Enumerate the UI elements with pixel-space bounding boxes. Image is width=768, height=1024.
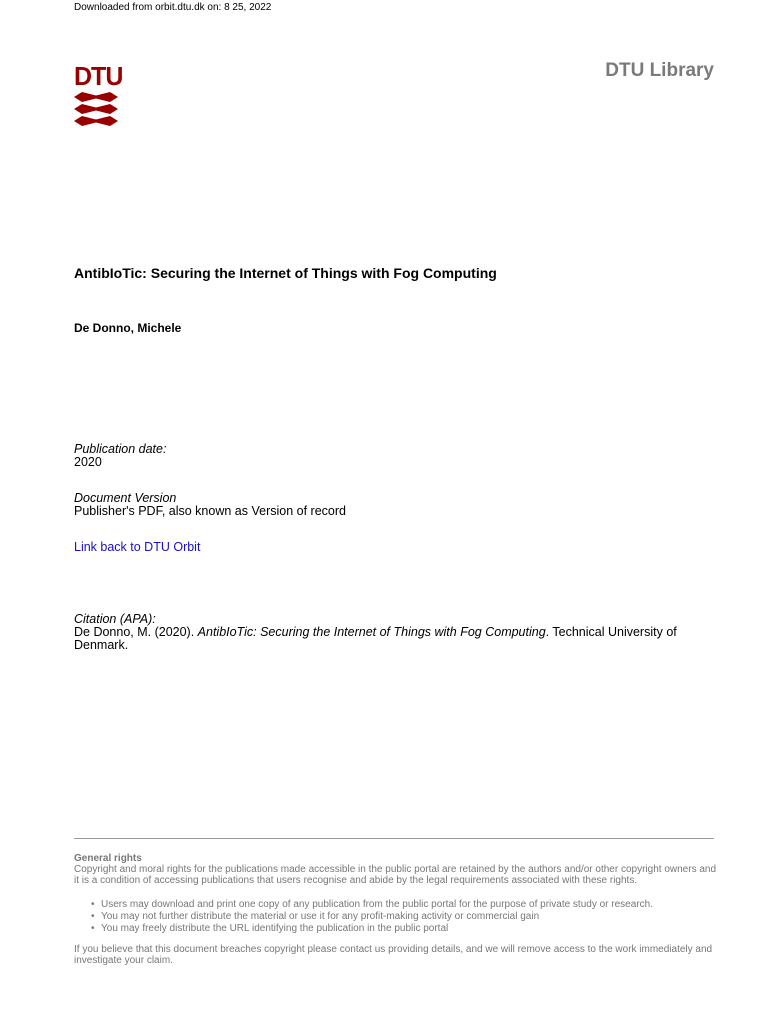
citation-block <box>74 613 714 652</box>
citation-suffix: . Technical University of Denmark. <box>74 625 677 652</box>
publication-date-value: 2020 <box>74 455 102 469</box>
download-note: Downloaded from orbit.dtu.dk on: 8 25, 2022 <box>74 2 272 13</box>
dtu-logo <box>74 61 123 126</box>
rights-contact-note: If you believe that this document breaches copyright please contact us providing details, and we will remove access to the work immediately and investigate your claim. <box>74 944 713 966</box>
rights-list-item: • You may not further distribute the material or use it for any profit-making activity or commercial gain <box>91 911 540 922</box>
citation-title: AntibIoTic: Securing the Internet of Things with Fog Computing <box>197 625 546 639</box>
bullet-icon: • <box>91 899 95 910</box>
document-version-block <box>74 492 346 518</box>
document-version-label: Document Version <box>74 491 177 505</box>
general-rights-heading: General rights <box>74 853 142 864</box>
bullet-icon: • <box>91 911 95 922</box>
bullet-icon: • <box>91 923 95 934</box>
dtu-logo-mark-icon <box>74 92 118 126</box>
library-brand: DTU Library <box>605 60 714 81</box>
general-rights-intro: Copyright and moral rights for the publications made accessible in the public portal are retained by the authors and/or other copyright owners and it is a condition of accessing publications that users recognise and abide by the legal requirements associated with these rights. <box>74 864 717 886</box>
citation-prefix: De Donno, M. (2020). <box>74 625 198 639</box>
general-rights-section <box>74 853 719 966</box>
rights-list-item: • Users may download and print one copy of any publication from the public portal for the purpose of private study or research. <box>91 899 653 910</box>
document-title: AntibIoTic: Securing the Internet of Things with Fog Computing <box>74 265 497 281</box>
publication-date-label: Publication date: <box>74 442 167 456</box>
document-author: De Donno, Michele <box>74 321 182 335</box>
citation-label: Citation (APA): <box>74 612 156 626</box>
rights-list <box>91 899 719 935</box>
dtu-logo-text: DTU <box>74 61 123 92</box>
publication-date-block <box>74 443 166 469</box>
dtu-orbit-link[interactable]: Link back to DTU Orbit <box>74 540 201 554</box>
section-divider <box>74 838 714 839</box>
document-version-value: Publisher's PDF, also known as Version of record <box>74 504 346 518</box>
rights-list-item: • You may freely distribute the URL identifying the publication in the public portal <box>91 923 449 934</box>
citation-text <box>74 626 714 652</box>
